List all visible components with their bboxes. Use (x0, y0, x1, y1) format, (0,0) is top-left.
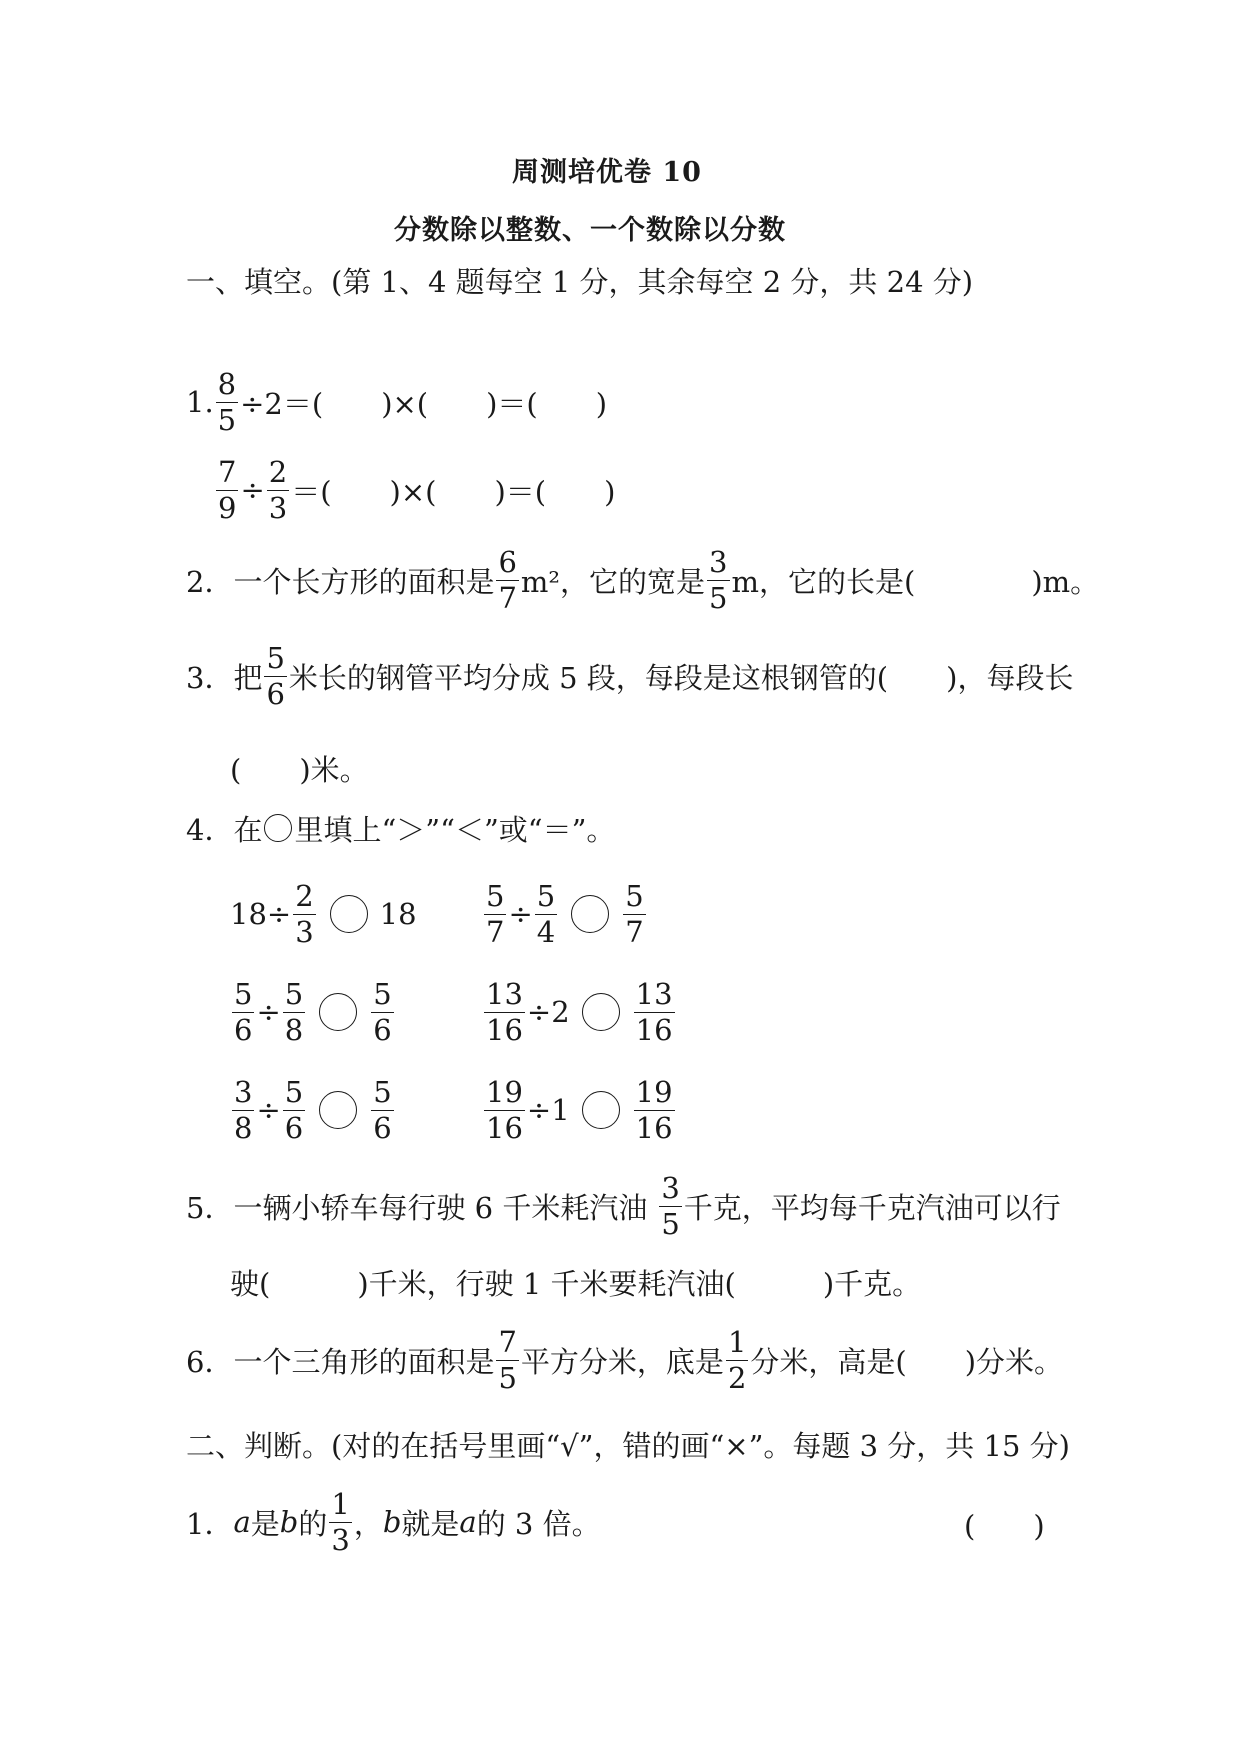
q2-width-numerator: 3 (709, 544, 728, 579)
q2-number: 2． (186, 564, 234, 599)
s2-q1-line (186, 1482, 601, 1562)
q5-numerator: 3 (661, 1170, 680, 1205)
q4-item-3-denominator-1: 6 (234, 1012, 253, 1047)
q4-circle-icon (264, 814, 292, 842)
q2-area-denominator: 7 (498, 580, 517, 615)
q2-line (186, 540, 1099, 620)
q4-item-5-fraction-2 (283, 1074, 305, 1145)
q4-item-1-fraction (293, 878, 315, 949)
q4-item-6-fraction-1 (484, 1074, 525, 1145)
q6-number: 6． (186, 1344, 234, 1379)
q4-item-2-fraction-2 (535, 878, 557, 949)
q4-item-1-denominator: 3 (295, 914, 314, 949)
q6-area-denominator: 5 (498, 1360, 517, 1395)
q4-item-5-numerator-1: 3 (234, 1074, 253, 1109)
q5-fraction (659, 1170, 681, 1241)
q4-item-2-operator: ÷ (508, 897, 533, 931)
q6-text-2: 平方分米，底是 (520, 1344, 724, 1379)
q4-item-1-numerator: 2 (295, 878, 314, 913)
q3-number: 3． (186, 660, 234, 695)
q1a-expression: ÷2＝( )×( )＝( ) (240, 386, 608, 421)
q4-item-5-denominator-1: 8 (234, 1110, 253, 1145)
q2-fraction-width (707, 544, 729, 615)
s2-q1-number: 1． (186, 1506, 234, 1541)
s2-q1-text-3: ， (353, 1506, 383, 1541)
q4-item-3-denominator-2: 8 (284, 1012, 304, 1047)
q1b-numerator-1: 7 (218, 454, 237, 489)
q6-line (186, 1320, 1063, 1400)
q4-item-3 (230, 972, 396, 1052)
q4-text-1: 在 (233, 812, 263, 847)
q4-item-3-answer-circle[interactable] (319, 993, 357, 1031)
page-subtitle: 分数除以整数、一个数除以分数 (394, 215, 786, 246)
q2-area-numerator: 6 (498, 544, 517, 579)
q2-width-denominator: 5 (709, 580, 728, 615)
s2-q1-denominator: 3 (331, 1522, 350, 1557)
q5-text-1: 一辆小轿车每行驶 6 千米耗汽油 (233, 1190, 648, 1225)
s2-q1-text-1: 是 (250, 1506, 280, 1541)
q3-numerator: 5 (266, 640, 285, 675)
s2-q1-numerator: 1 (331, 1486, 350, 1521)
q4-item-6-denominator-1: 16 (486, 1110, 523, 1145)
q4-item-4-operator: ÷2 (526, 995, 570, 1029)
q5-denominator: 5 (661, 1206, 680, 1241)
q4-item-3-numerator-1: 5 (234, 976, 253, 1011)
q4-item-2-answer-circle[interactable] (571, 895, 609, 933)
q5-line-2: 驶( )千米，行驶 1 千米要耗汽油( )千克。 (230, 1267, 922, 1301)
s2-q1-answer-paren[interactable]: ( ) (964, 1509, 1045, 1543)
q4-item-2-right-numerator: 5 (625, 878, 644, 913)
q4-item-6-fraction-right (634, 1074, 675, 1145)
q4-item-5-right-numerator: 5 (373, 1074, 392, 1109)
q1-number: 1. (186, 385, 214, 419)
q4-item-5-answer-circle[interactable] (319, 1091, 357, 1129)
q1a-numerator: 8 (217, 366, 237, 401)
q2-fraction-area (496, 544, 518, 615)
q4-item-4-denominator-1: 16 (486, 1012, 523, 1047)
q4-item-6-numerator-1: 19 (486, 1074, 523, 1109)
q4-item-6-right-denominator: 16 (635, 1110, 673, 1145)
q4-item-5-fraction-1 (232, 1074, 254, 1145)
q3-text-2: 米长的钢管平均分成 5 段，每段是这根钢管的( )，每段长 (288, 660, 1074, 695)
q5-text-2: 千克，平均每千克汽油可以行 (683, 1190, 1061, 1225)
q4-item-4 (482, 972, 677, 1052)
q4-item-2 (482, 874, 648, 954)
q1b-denominator-2: 3 (268, 490, 288, 525)
q1a-denominator: 5 (217, 402, 237, 437)
q1b-expression: ＝( )×( )＝( ) (291, 474, 616, 509)
q6-area-numerator: 7 (498, 1324, 517, 1359)
q3-line (186, 636, 1073, 716)
q4-heading (186, 808, 615, 848)
q4-item-4-right-numerator: 13 (635, 976, 673, 1011)
q4-item-4-fraction-right (634, 976, 675, 1047)
q1b-numerator-2: 2 (268, 454, 288, 489)
q2-text-3: m，它的长是( )m。 (731, 564, 1100, 599)
q2-text-1: 一个长方形的面积是 (233, 564, 495, 599)
section1-heading: 一、填空。(第 1、4 题每空 1 分，其余每空 2 分，共 24 分) (186, 265, 974, 299)
q4-item-4-numerator-1: 13 (486, 976, 523, 1011)
q6-text-3: 分米，高是( )分米。 (750, 1344, 1064, 1379)
q1a-fraction (216, 366, 238, 437)
q4-item-2-fraction-right (623, 878, 645, 949)
q4-item-2-denominator-2: 4 (536, 914, 556, 949)
q5-line (186, 1166, 1061, 1246)
q4-item-6-operator: ÷1 (526, 1093, 570, 1127)
q1b-fraction-2 (267, 454, 289, 525)
q6-base-numerator: 1 (727, 1324, 747, 1359)
q4-item-3-numerator-2: 5 (284, 976, 304, 1011)
q6-text-1: 一个三角形的面积是 (233, 1344, 495, 1379)
s2-q1-text-4: 就是 (401, 1506, 460, 1541)
q4-item-6-answer-circle[interactable] (582, 1091, 620, 1129)
q4-item-3-fraction-1 (232, 976, 254, 1047)
q4-item-2-fraction-1 (484, 878, 506, 949)
s2-q1-var-b2: b (382, 1505, 402, 1539)
q1b-fraction-1 (216, 454, 238, 525)
q1b-operator: ÷ (240, 473, 265, 507)
q4-item-2-denominator-1: 7 (486, 914, 505, 949)
q4-item-1-right: 18 (379, 897, 417, 931)
q4-item-2-numerator-1: 5 (486, 878, 505, 913)
q1b-line (214, 450, 615, 530)
q4-item-4-answer-circle[interactable] (582, 993, 620, 1031)
q1b-denominator-1: 9 (218, 490, 237, 525)
q3-line-2: ( )米。 (230, 753, 369, 787)
q3-denominator: 6 (266, 676, 285, 711)
q4-item-3-right-numerator: 5 (373, 976, 392, 1011)
q4-item-5-right-denominator: 6 (373, 1110, 392, 1145)
q4-item-2-right-denominator: 7 (625, 914, 644, 949)
q4-item-5-fraction-right (371, 1074, 393, 1145)
q6-base-denominator: 2 (727, 1360, 747, 1395)
q4-item-5-denominator-2: 6 (284, 1110, 304, 1145)
q4-item-5 (230, 1070, 396, 1150)
q4-item-2-numerator-2: 5 (536, 878, 556, 913)
q6-fraction-base (726, 1324, 748, 1395)
q4-item-1-int: 18÷ (230, 897, 292, 931)
s2-q1-var-a: a (233, 1505, 251, 1539)
q3-text-1: 把 (233, 660, 263, 695)
s2-q1-var-a2: a (459, 1505, 477, 1539)
page-title: 周测培优卷 10 (512, 157, 702, 188)
s2-q1-text-5: 的 3 倍。 (476, 1506, 601, 1541)
q4-item-1-answer-circle[interactable] (330, 895, 368, 933)
s2-q1-var-b: b (279, 1505, 299, 1539)
q4-item-5-numerator-2: 5 (284, 1074, 304, 1109)
s2-q1-text-2: 的 (298, 1506, 328, 1541)
q2-text-2: m²，它的宽是 (520, 564, 706, 599)
section2-heading: 二、判断。(对的在括号里画“√”，错的画“×”。每题 3 分，共 15 分) (186, 1429, 1070, 1463)
q6-fraction-area (496, 1324, 518, 1395)
q4-number: 4． (186, 812, 234, 847)
q4-item-6 (482, 1070, 677, 1150)
q1a-line (186, 362, 607, 442)
q4-item-3-fraction-right (371, 976, 393, 1047)
q4-item-4-fraction-1 (484, 976, 525, 1047)
q4-item-4-right-denominator: 16 (635, 1012, 673, 1047)
q4-item-5-operator: ÷ (256, 1093, 281, 1127)
s2-q1-fraction (329, 1486, 351, 1557)
q5-number: 5． (186, 1190, 234, 1225)
q4-text-2: 里填上“＞”“＜”或“＝”。 (294, 812, 616, 847)
q4-item-6-right-numerator: 19 (635, 1074, 673, 1109)
q4-item-3-operator: ÷ (256, 995, 281, 1029)
q4-item-1 (230, 874, 417, 954)
q4-item-3-right-denominator: 6 (373, 1012, 392, 1047)
q3-fraction (264, 640, 286, 711)
q4-item-3-fraction-2 (283, 976, 305, 1047)
